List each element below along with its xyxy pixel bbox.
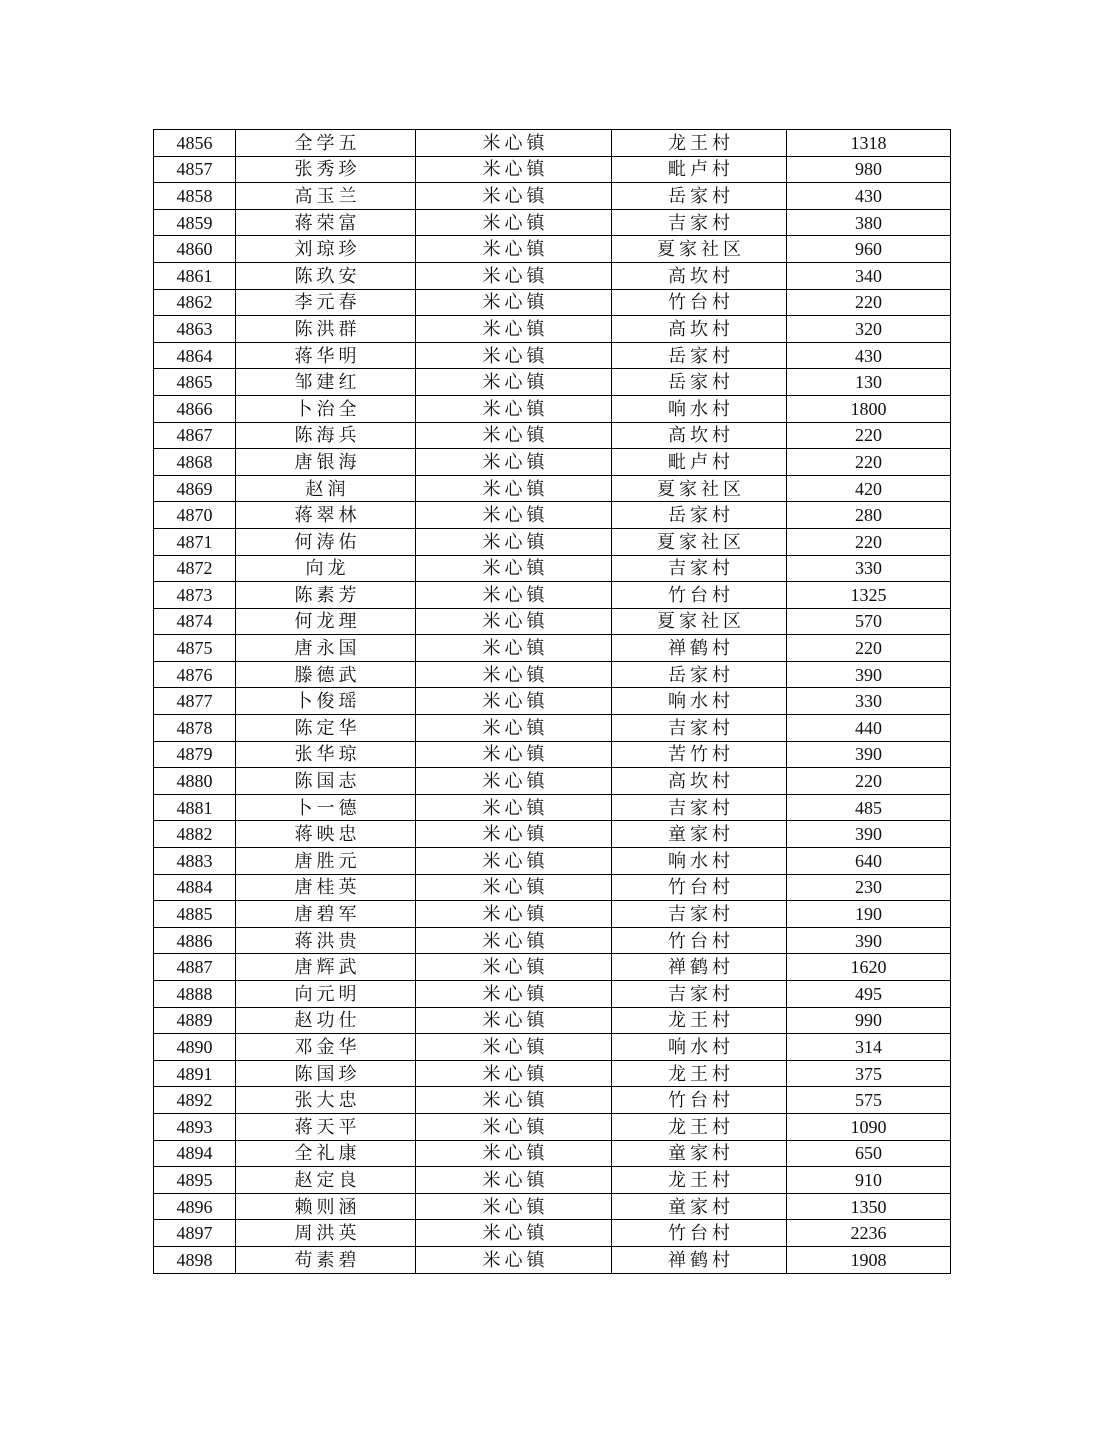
table-row — [154, 156, 951, 183]
row-number-cell: 4884 — [154, 874, 236, 901]
row-number-cell: 4878 — [154, 715, 236, 742]
row-number-cell: 4865 — [154, 369, 236, 396]
person-name-cell: 卜治全 — [236, 395, 416, 422]
amount-cell: 575 — [787, 1087, 951, 1114]
row-number-cell: 4890 — [154, 1034, 236, 1061]
row-number-cell: 4892 — [154, 1087, 236, 1114]
town-cell: 米心镇 — [416, 1007, 612, 1034]
table-row — [154, 821, 951, 848]
row-number-cell: 4877 — [154, 688, 236, 715]
village-cell: 响水村 — [612, 1034, 787, 1061]
village-cell: 高坎村 — [612, 316, 787, 343]
person-name-cell: 赵定良 — [236, 1167, 416, 1194]
village-cell: 高坎村 — [612, 768, 787, 795]
row-number-cell: 4896 — [154, 1193, 236, 1220]
amount-cell: 1318 — [787, 130, 951, 157]
town-cell: 米心镇 — [416, 741, 612, 768]
person-name-cell: 陈海兵 — [236, 422, 416, 449]
town-cell: 米心镇 — [416, 874, 612, 901]
village-cell: 吉家村 — [612, 901, 787, 928]
table-row — [154, 1007, 951, 1034]
row-number-cell: 4872 — [154, 555, 236, 582]
table-row — [154, 1087, 951, 1114]
village-cell: 龙王村 — [612, 1113, 787, 1140]
village-cell: 童家村 — [612, 1140, 787, 1167]
table-row — [154, 635, 951, 662]
person-name-cell: 蒋洪贵 — [236, 927, 416, 954]
village-cell: 吉家村 — [612, 209, 787, 236]
amount-cell: 220 — [787, 449, 951, 476]
person-name-cell: 全学五 — [236, 130, 416, 157]
table-row — [154, 1140, 951, 1167]
amount-cell: 990 — [787, 1007, 951, 1034]
amount-cell: 570 — [787, 608, 951, 635]
town-cell: 米心镇 — [416, 236, 612, 263]
person-name-cell: 滕德武 — [236, 661, 416, 688]
amount-cell: 495 — [787, 981, 951, 1008]
amount-cell: 960 — [787, 236, 951, 263]
amount-cell: 650 — [787, 1140, 951, 1167]
town-cell: 米心镇 — [416, 1246, 612, 1273]
town-cell: 米心镇 — [416, 901, 612, 928]
table-row — [154, 475, 951, 502]
village-cell: 竹台村 — [612, 582, 787, 609]
amount-cell: 220 — [787, 422, 951, 449]
village-cell: 竹台村 — [612, 1220, 787, 1247]
town-cell: 米心镇 — [416, 156, 612, 183]
town-cell: 米心镇 — [416, 661, 612, 688]
town-cell: 米心镇 — [416, 528, 612, 555]
town-cell: 米心镇 — [416, 635, 612, 662]
town-cell: 米心镇 — [416, 1167, 612, 1194]
village-cell: 岳家村 — [612, 369, 787, 396]
row-number-cell: 4866 — [154, 395, 236, 422]
row-number-cell: 4859 — [154, 209, 236, 236]
amount-cell: 1800 — [787, 395, 951, 422]
table-row — [154, 848, 951, 875]
row-number-cell: 4858 — [154, 183, 236, 210]
village-cell: 竹台村 — [612, 874, 787, 901]
table-row — [154, 209, 951, 236]
village-cell: 岳家村 — [612, 183, 787, 210]
amount-cell: 320 — [787, 316, 951, 343]
person-name-cell: 陈国珍 — [236, 1060, 416, 1087]
village-cell: 龙王村 — [612, 130, 787, 157]
town-cell: 米心镇 — [416, 316, 612, 343]
table-row — [154, 502, 951, 529]
town-cell: 米心镇 — [416, 342, 612, 369]
row-number-cell: 4894 — [154, 1140, 236, 1167]
village-cell: 高坎村 — [612, 262, 787, 289]
table-row — [154, 1193, 951, 1220]
amount-cell: 380 — [787, 209, 951, 236]
town-cell: 米心镇 — [416, 422, 612, 449]
town-cell: 米心镇 — [416, 821, 612, 848]
table-row — [154, 449, 951, 476]
village-cell: 响水村 — [612, 395, 787, 422]
person-name-cell: 赵润 — [236, 475, 416, 502]
row-number-cell: 4886 — [154, 927, 236, 954]
amount-cell: 485 — [787, 794, 951, 821]
person-name-cell: 陈玖安 — [236, 262, 416, 289]
row-number-cell: 4895 — [154, 1167, 236, 1194]
person-name-cell: 蒋映忠 — [236, 821, 416, 848]
town-cell: 米心镇 — [416, 1087, 612, 1114]
table-row — [154, 1113, 951, 1140]
village-cell: 竹台村 — [612, 1087, 787, 1114]
person-name-cell: 陈素芳 — [236, 582, 416, 609]
row-number-cell: 4863 — [154, 316, 236, 343]
table-row — [154, 1034, 951, 1061]
row-number-cell: 4861 — [154, 262, 236, 289]
town-cell: 米心镇 — [416, 715, 612, 742]
town-cell: 米心镇 — [416, 608, 612, 635]
row-number-cell: 4860 — [154, 236, 236, 263]
table-row — [154, 741, 951, 768]
person-name-cell: 李元春 — [236, 289, 416, 316]
amount-cell: 1325 — [787, 582, 951, 609]
person-name-cell: 陈国志 — [236, 768, 416, 795]
person-name-cell: 向龙 — [236, 555, 416, 582]
row-number-cell: 4889 — [154, 1007, 236, 1034]
row-number-cell: 4876 — [154, 661, 236, 688]
person-name-cell: 邓金华 — [236, 1034, 416, 1061]
amount-cell: 910 — [787, 1167, 951, 1194]
table-row — [154, 927, 951, 954]
amount-cell: 230 — [787, 874, 951, 901]
records-table-body — [154, 130, 951, 1274]
amount-cell: 220 — [787, 528, 951, 555]
table-row — [154, 422, 951, 449]
amount-cell: 430 — [787, 342, 951, 369]
row-number-cell: 4868 — [154, 449, 236, 476]
village-cell: 龙王村 — [612, 1060, 787, 1087]
amount-cell: 640 — [787, 848, 951, 875]
town-cell: 米心镇 — [416, 395, 612, 422]
person-name-cell: 苟素碧 — [236, 1246, 416, 1273]
row-number-cell: 4898 — [154, 1246, 236, 1273]
amount-cell: 2236 — [787, 1220, 951, 1247]
person-name-cell: 唐桂英 — [236, 874, 416, 901]
row-number-cell: 4873 — [154, 582, 236, 609]
town-cell: 米心镇 — [416, 1113, 612, 1140]
village-cell: 禅鹤村 — [612, 635, 787, 662]
row-number-cell: 4881 — [154, 794, 236, 821]
row-number-cell: 4882 — [154, 821, 236, 848]
table-row — [154, 794, 951, 821]
person-name-cell: 蒋翠林 — [236, 502, 416, 529]
village-cell: 吉家村 — [612, 794, 787, 821]
village-cell: 竹台村 — [612, 289, 787, 316]
table-row — [154, 183, 951, 210]
amount-cell: 220 — [787, 289, 951, 316]
town-cell: 米心镇 — [416, 1060, 612, 1087]
table-row — [154, 608, 951, 635]
person-name-cell: 卜一德 — [236, 794, 416, 821]
amount-cell: 220 — [787, 768, 951, 795]
table-row — [154, 954, 951, 981]
amount-cell: 280 — [787, 502, 951, 529]
village-cell: 夏家社区 — [612, 608, 787, 635]
amount-cell: 980 — [787, 156, 951, 183]
amount-cell: 330 — [787, 555, 951, 582]
row-number-cell: 4883 — [154, 848, 236, 875]
person-name-cell: 唐辉武 — [236, 954, 416, 981]
person-name-cell: 卜俊瑶 — [236, 688, 416, 715]
town-cell: 米心镇 — [416, 1220, 612, 1247]
row-number-cell: 4870 — [154, 502, 236, 529]
village-cell: 毗卢村 — [612, 449, 787, 476]
row-number-cell: 4864 — [154, 342, 236, 369]
table-row — [154, 555, 951, 582]
village-cell: 毗卢村 — [612, 156, 787, 183]
amount-cell: 390 — [787, 821, 951, 848]
town-cell: 米心镇 — [416, 449, 612, 476]
amount-cell: 1908 — [787, 1246, 951, 1273]
town-cell: 米心镇 — [416, 262, 612, 289]
village-cell: 吉家村 — [612, 715, 787, 742]
amount-cell: 375 — [787, 1060, 951, 1087]
row-number-cell: 4871 — [154, 528, 236, 555]
amount-cell: 1090 — [787, 1113, 951, 1140]
person-name-cell: 蒋华明 — [236, 342, 416, 369]
amount-cell: 390 — [787, 661, 951, 688]
person-name-cell: 周洪英 — [236, 1220, 416, 1247]
town-cell: 米心镇 — [416, 848, 612, 875]
amount-cell: 390 — [787, 741, 951, 768]
table-row — [154, 342, 951, 369]
village-cell: 响水村 — [612, 688, 787, 715]
village-cell: 夏家社区 — [612, 528, 787, 555]
person-name-cell: 唐胜元 — [236, 848, 416, 875]
person-name-cell: 全礼康 — [236, 1140, 416, 1167]
village-cell: 龙王村 — [612, 1007, 787, 1034]
village-cell: 竹台村 — [612, 927, 787, 954]
records-table — [153, 129, 951, 1274]
table-row — [154, 715, 951, 742]
village-cell: 禅鹤村 — [612, 954, 787, 981]
person-name-cell: 高玉兰 — [236, 183, 416, 210]
town-cell: 米心镇 — [416, 927, 612, 954]
person-name-cell: 赖则涵 — [236, 1193, 416, 1220]
person-name-cell: 蒋天平 — [236, 1113, 416, 1140]
table-row — [154, 874, 951, 901]
person-name-cell: 赵功仕 — [236, 1007, 416, 1034]
town-cell: 米心镇 — [416, 1193, 612, 1220]
table-row — [154, 1220, 951, 1247]
row-number-cell: 4893 — [154, 1113, 236, 1140]
table-row — [154, 262, 951, 289]
person-name-cell: 刘琼珍 — [236, 236, 416, 263]
row-number-cell: 4862 — [154, 289, 236, 316]
row-number-cell: 4875 — [154, 635, 236, 662]
person-name-cell: 唐银海 — [236, 449, 416, 476]
row-number-cell: 4887 — [154, 954, 236, 981]
amount-cell: 440 — [787, 715, 951, 742]
town-cell: 米心镇 — [416, 130, 612, 157]
person-name-cell: 张大忠 — [236, 1087, 416, 1114]
person-name-cell: 张秀珍 — [236, 156, 416, 183]
row-number-cell: 4879 — [154, 741, 236, 768]
person-name-cell: 陈定华 — [236, 715, 416, 742]
town-cell: 米心镇 — [416, 954, 612, 981]
row-number-cell: 4885 — [154, 901, 236, 928]
table-row — [154, 395, 951, 422]
town-cell: 米心镇 — [416, 183, 612, 210]
person-name-cell: 邹建红 — [236, 369, 416, 396]
table-row — [154, 582, 951, 609]
town-cell: 米心镇 — [416, 289, 612, 316]
amount-cell: 130 — [787, 369, 951, 396]
person-name-cell: 何涛佑 — [236, 528, 416, 555]
amount-cell: 430 — [787, 183, 951, 210]
table-row — [154, 130, 951, 157]
row-number-cell: 4857 — [154, 156, 236, 183]
town-cell: 米心镇 — [416, 555, 612, 582]
amount-cell: 420 — [787, 475, 951, 502]
village-cell: 高坎村 — [612, 422, 787, 449]
town-cell: 米心镇 — [416, 768, 612, 795]
row-number-cell: 4880 — [154, 768, 236, 795]
town-cell: 米心镇 — [416, 1140, 612, 1167]
table-row — [154, 981, 951, 1008]
table-row — [154, 1246, 951, 1273]
table-row — [154, 369, 951, 396]
person-name-cell: 陈洪群 — [236, 316, 416, 343]
town-cell: 米心镇 — [416, 209, 612, 236]
town-cell: 米心镇 — [416, 981, 612, 1008]
town-cell: 米心镇 — [416, 582, 612, 609]
person-name-cell: 唐永国 — [236, 635, 416, 662]
person-name-cell: 唐碧军 — [236, 901, 416, 928]
amount-cell: 1350 — [787, 1193, 951, 1220]
person-name-cell: 何龙理 — [236, 608, 416, 635]
table-row — [154, 1060, 951, 1087]
village-cell: 童家村 — [612, 821, 787, 848]
table-row — [154, 688, 951, 715]
amount-cell: 1620 — [787, 954, 951, 981]
village-cell: 岳家村 — [612, 502, 787, 529]
table-row — [154, 289, 951, 316]
row-number-cell: 4897 — [154, 1220, 236, 1247]
village-cell: 龙王村 — [612, 1167, 787, 1194]
row-number-cell: 4891 — [154, 1060, 236, 1087]
village-cell: 苦竹村 — [612, 741, 787, 768]
village-cell: 夏家社区 — [612, 236, 787, 263]
village-cell: 童家村 — [612, 1193, 787, 1220]
table-row — [154, 901, 951, 928]
table-row — [154, 768, 951, 795]
table-row — [154, 316, 951, 343]
town-cell: 米心镇 — [416, 502, 612, 529]
amount-cell: 190 — [787, 901, 951, 928]
village-cell: 禅鹤村 — [612, 1246, 787, 1273]
row-number-cell: 4888 — [154, 981, 236, 1008]
table-row — [154, 236, 951, 263]
person-name-cell: 蒋荣富 — [236, 209, 416, 236]
row-number-cell: 4867 — [154, 422, 236, 449]
amount-cell: 220 — [787, 635, 951, 662]
row-number-cell: 4869 — [154, 475, 236, 502]
village-cell: 吉家村 — [612, 981, 787, 1008]
village-cell: 吉家村 — [612, 555, 787, 582]
table-row — [154, 661, 951, 688]
table-row — [154, 528, 951, 555]
row-number-cell: 4874 — [154, 608, 236, 635]
village-cell: 岳家村 — [612, 661, 787, 688]
town-cell: 米心镇 — [416, 794, 612, 821]
amount-cell: 330 — [787, 688, 951, 715]
village-cell: 夏家社区 — [612, 475, 787, 502]
town-cell: 米心镇 — [416, 688, 612, 715]
town-cell: 米心镇 — [416, 369, 612, 396]
town-cell: 米心镇 — [416, 475, 612, 502]
amount-cell: 390 — [787, 927, 951, 954]
amount-cell: 340 — [787, 262, 951, 289]
amount-cell: 314 — [787, 1034, 951, 1061]
village-cell: 岳家村 — [612, 342, 787, 369]
town-cell: 米心镇 — [416, 1034, 612, 1061]
person-name-cell: 向元明 — [236, 981, 416, 1008]
row-number-cell: 4856 — [154, 130, 236, 157]
village-cell: 响水村 — [612, 848, 787, 875]
table-row — [154, 1167, 951, 1194]
person-name-cell: 张华琼 — [236, 741, 416, 768]
